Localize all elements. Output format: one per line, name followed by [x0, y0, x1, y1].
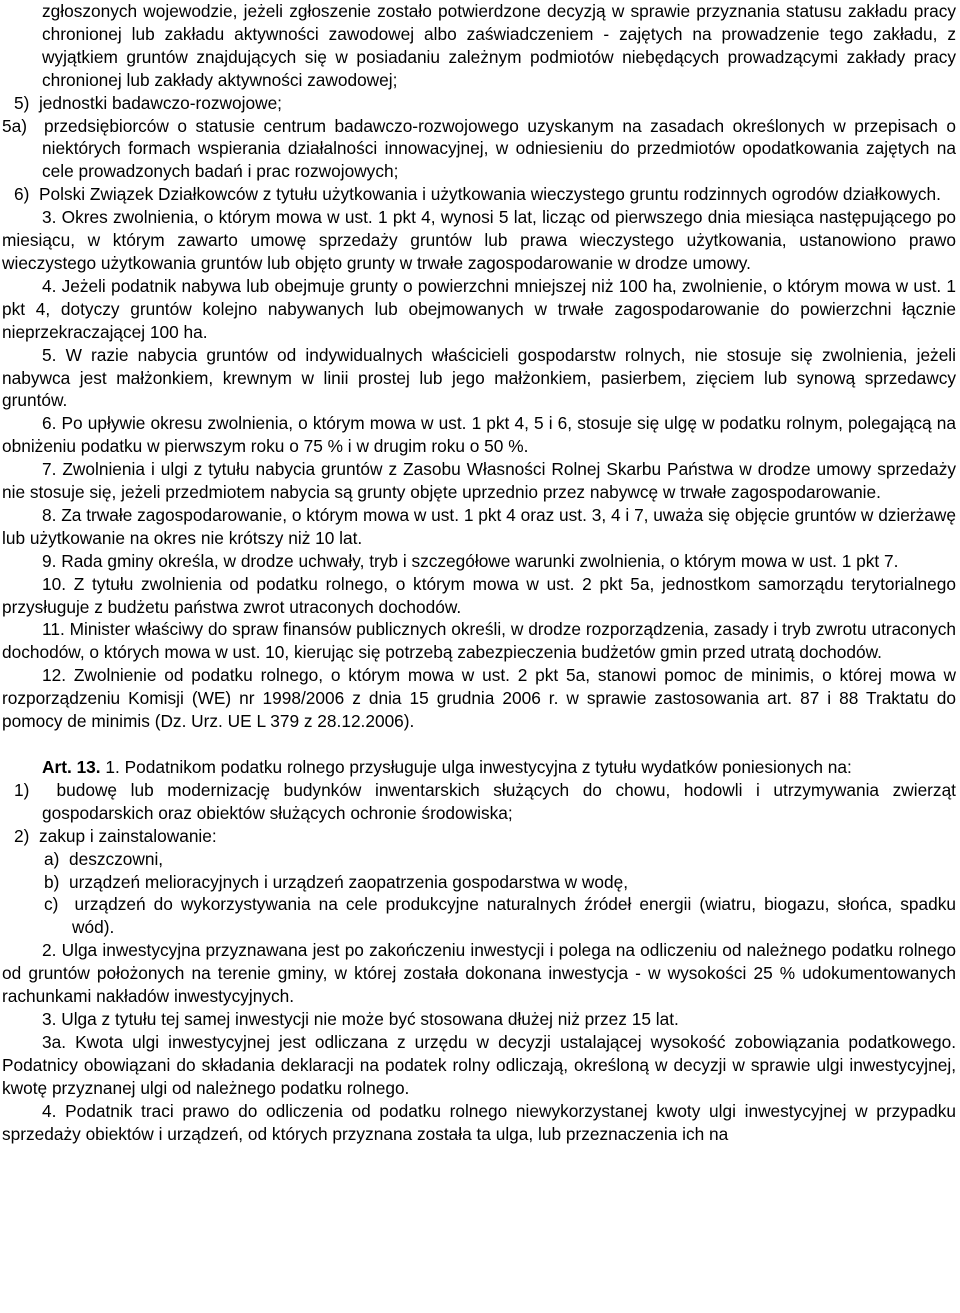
- article-13-paragraph-1-text: 1. Podatnikom podatku rolnego przysługuje ulga inwestycyjna z tytułu wydatków poniesionych na:: [100, 757, 852, 777]
- paragraph-5: 5. W razie nabycia gruntów od indywidualnych właścicieli gospodarstw rolnych, nie stosuje się zwolnienia, jeżeli nabywca jest małżonkiem, krewnym w linii prostej lub jego małżonkiem, pasierbem, zięciem lub synową sprzedawcy gruntów.: [2, 344, 956, 411]
- article-13-paragraph-3: 3. Ulga z tytułu tej samej inwestycji nie może być stosowana dłużej niż przez 15 lat.: [42, 1008, 679, 1029]
- paragraph-4: 4. Jeżeli podatnik nabywa lub obejmuje grunty o powierzchni mniejszej niż 100 ha, zwolnienie, o którym mowa w ust. 1 pkt 4, dotyczy gruntów kolejno nabywanych lub obejmowanych w trwałe zagospodarowanie do powierzchni łącznie nieprzekraczającej 100 ha.: [2, 275, 956, 342]
- article-13-paragraph-3a: 3a. Kwota ulgi inwestycyjnej jest odliczana z urzędu w decyzji ustalającej wysokość zobowiązania podatkowego. Podatnicy obowiązani do składania deklaracji na podatek rolny odliczają, określoną w decyzji w sprawie ulgi inwestycyjnej, kwotę przyznanej ulgi od należnego podatku rolnego.: [2, 1031, 956, 1098]
- article-13-item-2: 2) zakup i zainstalowanie:: [14, 825, 217, 846]
- article-13-item-1: 1) budowę lub modernizację budynków inwentarskich służących do chowu, hodowli i utrzymywania zwierząt gospodarskich oraz obiektów służących ochronie środowiska;: [14, 779, 956, 823]
- item-5a: 5a) przedsiębiorców o statusie centrum badawczo-rozwojowego uzyskanym na zasadach określonych w przepisach o niektórych formach wspierania działalności innowacyjnej, w odniesieniu do przedmiotów opodatkowania zajętych na cele prowadzonych badań i prac rozwojowych;: [2, 115, 956, 182]
- article-13-item-2c: c) urządzeń do wykorzystywania na cele produkcyjne naturalnych źródeł energii (wiatru, biogazu, słońca, spadku wód).: [44, 894, 956, 938]
- paragraph-3: 3. Okres zwolnienia, o którym mowa w ust. 1 pkt 4, wynosi 5 lat, licząc od pierwszego dnia miesiąca następującego po miesiącu, w którym zawarto umowę sprzedaży gruntów lub prawa wieczystego użytkowania, ustanowiono prawo wieczystego użytkowania gruntów lub objęto grunty w trwałe zagospodarowanie w drodze umowy.: [2, 207, 956, 273]
- paragraph-7: 7. Zwolnienia i ulgi z tytułu nabycia gruntów z Zasobu Własności Rolnej Skarbu Państwa w drodze umowy sprzedaży nie stosuje się, jeżeli przedmiotem nabycia są grunty objęte uprzednio przez nabywcę w trwałe zagospodarowanie.: [2, 459, 956, 503]
- paragraph-10: 10. Z tytułu zwolnienia od podatku rolnego, o którym mowa w ust. 2 pkt 5a, jednostkom samorządu terytorialnego przysługuje z budżetu państwa zwrot utraconych dochodów.: [2, 573, 956, 617]
- item-4-continuation: zgłoszonych wojewodzie, jeżeli zgłoszenie zostało potwierdzone decyzją w sprawie przyznania statusu zakładu pracy chronionej lub zakładu aktywności zawodowej albo zaświadczeniem - zajętych na prowadzenie tego zakładu, z wyjątkiem gruntów znajdujących się w posiadaniu zależnym podmiotów niebędących prowadzącymi zakłady pracy chronionej lub zakłady aktywności zawodowej;: [42, 1, 956, 90]
- article-13-paragraph-2: 2. Ulga inwestycyjna przyznawana jest po zakończeniu inwestycji i polega na odliczeniu od należnego podatku rolnego od gruntów położonych na terenie gminy, w której została dokonana inwestycja - w wysokości 25 % udokumentowanych rachunkami nakładów inwestycyjnych.: [2, 940, 956, 1007]
- paragraph-11: 11. Minister właściwy do spraw finansów publicznych określi, w drodze rozporządzenia, zasady i tryb zwrotu utraconych dochodów, o których mowa w ust. 10, kierując się potrzebą zabezpieczenia budżetów gmin przed utratą dochodów.: [2, 619, 956, 663]
- article-spacer: [2, 733, 956, 756]
- item-6: 6) Polski Związek Działkowców z tytułu użytkowania i użytkowania wieczystego gruntu rodzinnych ogrodów działkowych.: [14, 184, 941, 205]
- article-13-item-2a: a) deszczowni,: [44, 848, 164, 869]
- paragraph-8: 8. Za trwałe zagospodarowanie, o którym mowa w ust. 1 pkt 4 oraz ust. 3, 4 i 7, uważa się objęcie gruntów w dzierżawę lub użytkowanie na okres nie krótszy niż 10 lat.: [2, 504, 956, 548]
- paragraph-12: 12. Zwolnienie od podatku rolnego, o którym mowa w ust. 2 pkt 5a, stanowi pomoc de minimis, o której mowa w rozporządzeniu Komisji (WE) nr 1998/2006 z dnia 15 grudnia 2006 r. w sprawie zastosowania art. 87 i 88 Traktatu do pomocy de minimis (Dz. Urz. UE L 379 z 28.12.2006).: [2, 665, 956, 732]
- item-5: 5) jednostki badawczo-rozwojowe;: [14, 92, 282, 113]
- article-13-paragraph-1: [2, 756, 956, 779]
- paragraph-6: 6. Po upływie okresu zwolnienia, o którym mowa w ust. 1 pkt 4, 5 i 6, stosuje się ulgę w podatku rolnym, polegającą na obniżeniu podatku w pierwszym roku o 75 % i w drugim roku o 50 %.: [2, 413, 956, 457]
- paragraph-9: 9. Rada gminy określa, w drodze uchwały, tryb i szczegółowe warunki zwolnienia, o którym mowa w ust. 1 pkt 7.: [42, 550, 899, 571]
- article-13-paragraph-4: 4. Podatnik traci prawo do odliczenia od podatku rolnego niewykorzystanej kwoty ulgi inwestycyjnej w przypadku sprzedaży obiektów i urządzeń, od których przyznana została ta ulga, lub przeznaczenia ich na: [2, 1100, 956, 1144]
- article-13-heading: Art. 13.: [42, 757, 101, 777]
- article-13-item-2b: b) urządzeń melioracyjnych i urządzeń zaopatrzenia gospodarstwa w wodę,: [44, 871, 629, 892]
